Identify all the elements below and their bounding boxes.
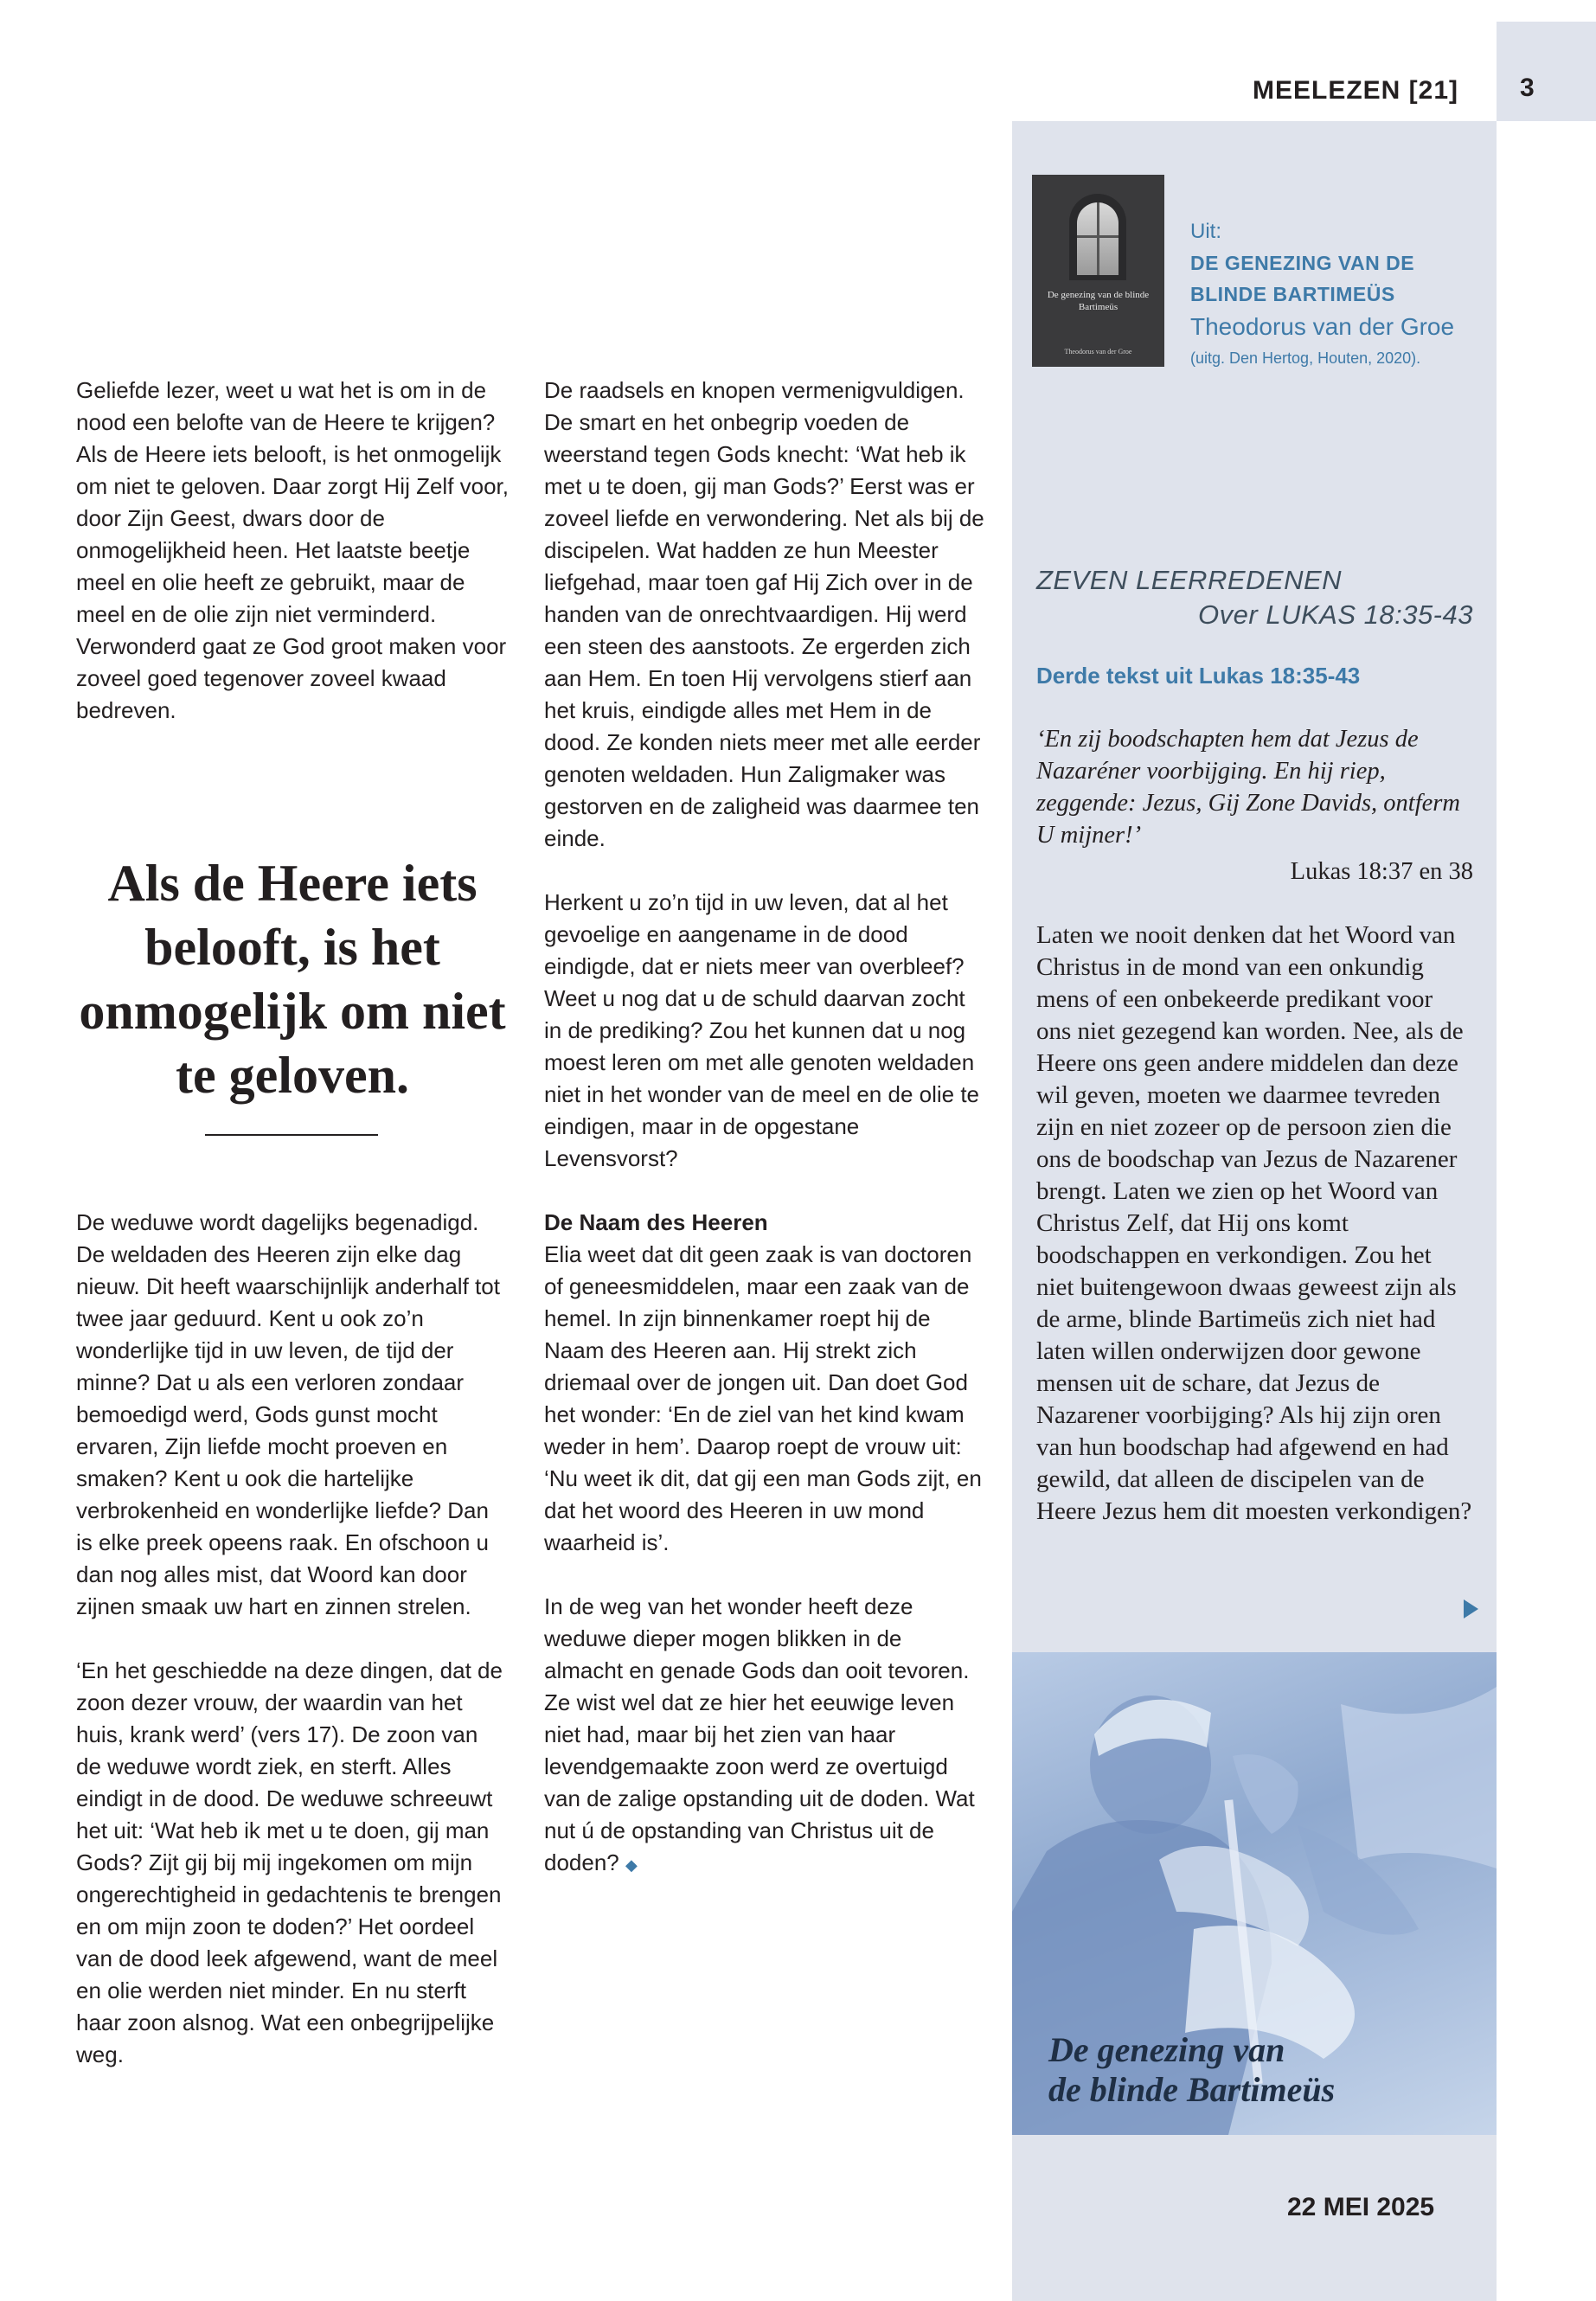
column1-body	[76, 1207, 509, 2103]
column2-paragraph4-wrapper	[544, 1591, 985, 1881]
column2-paragraph2: Herkent u zo’n tijd in uw leven, dat al het gevoelige en aangename in de dood eindigde, dat er niets meer van overbleef? Weet u nog dat u de schuld daarvan zocht in de prediking? Zou het kunnen dat u nog moest leren om met alle genoten weldaden niet in het wonder van de meel en de olie te eindigen, maar in de opgestane Levensvorst?	[544, 889, 980, 1171]
book-cover-image	[1032, 175, 1164, 367]
sidebar-body-text: Laten we nooit denken dat het Woord van Christus in de mond van een onkundig mens of een onbekeerde predikant voor ons niet gezegend kan worden. Nee, als de Heere ons geen andere middelen dan deze wil geven, moeten we daarmee tevreden zijn en niet zozeer op de persoon zien die ons de boodschap van Jezus de Nazarener brengt. Laten we zien op het Woord van Christus Zelf, dat Hij ons komt boodschappen en verkondigen. Zou het niet buitengewoon dwaas geweest zijn als de arme, blinde Bartimeüs zich niet had laten willen onderwijzen door gewone mensen uit de schare, dat Jezus de Nazarener voorbijging? Als hij zijn oren van hun boodschap had afgewend en had gewild, dat alleen de discipelen van de Heere Jezus hem dit moesten verkondigen?	[1036, 921, 1472, 1525]
illustration-caption-line2: de blinde Bartimeüs	[1048, 2070, 1336, 2109]
issue-date: 22 MEI 2025	[1287, 2193, 1435, 2221]
source-author: Theodorus van der Groe	[1190, 313, 1455, 340]
source-title	[1190, 247, 1484, 310]
page-number-tab	[1497, 22, 1596, 121]
source-block	[1190, 216, 1484, 372]
illustration-caption	[1048, 2030, 1335, 2110]
pull-quote: Als de Heere iets belooft, is het onmogelijk om niet te geloven.	[79, 855, 506, 1104]
column2-paragraph4: In de weg van het wonder heeft deze weduwe dieper mogen blikken in de almacht en genade Gods dan ooit tevoren. Ze wist wel dat ze hier het eeuwige leven niet had, maar bij het zien van haar levendgemaakte zoon werd ze overtuigd van de zalige opstanding uit de doden. Wat nut ú de opstanding van Christus uit de doden?	[544, 1593, 975, 1875]
running-head: MEELEZEN [21]	[1253, 76, 1459, 105]
column2-paragraph1: De raadsels en knopen vermenigvuldigen. De smart en het onbegrip voeden de weerstand tegen Gods knecht: ‘Wat heb ik met u te doen, gij man Gods?’ Eerst was er zoveel liefde en verwondering. Net als bij de discipelen. Wat hadden ze hun Meester liefgehad, maar toen gaf Hij Zich over in de handen van de onrechtvaardigen. Hij werd een steen des aanstoots. Ze ergerden zich aan Hem. En toen Hij vervolgens stierf aan het kruis, eindigde alles met Hem in de dood. Ze konden niets meer met alle eerder genoten weldaden. Hun Zaligmaker was gestorven en de zaligheid was daarmee ten einde.	[544, 377, 984, 851]
column2-body	[544, 375, 985, 1913]
page-number: 3	[1520, 74, 1535, 102]
series-subtitle: Over LUKAS 18:35-43	[1198, 599, 1473, 630]
source-title-line1: DE GENEZING VAN DE	[1190, 252, 1415, 274]
text-heading: Derde tekst uit Lukas 18:35-43	[1036, 663, 1361, 689]
illustration-caption-line1: De genezing van	[1048, 2030, 1285, 2069]
end-mark-icon: ◆	[625, 1856, 638, 1874]
column2-subheading: De Naam des Heeren	[544, 1209, 768, 1235]
scripture-quote: ‘En zij boodschapten hem dat Jezus de Nazaréner voorbijging. En hij riep, zeggende: Jezus, Gij Zone Davids, ontferm U mijner!’	[1036, 726, 1460, 849]
triangle-right-icon	[1464, 1599, 1478, 1618]
column2-paragraph3: Elia weet dat dit geen zaak is van doctoren of geneesmiddelen, maar een zaak van de hemel. In zijn binnenkamer roept hij de Naam des Heeren aan. Hij strekt zich driemaal over de jongen uit. Dan doet God het wonder: ‘En de ziel van het kind kwam weder in hem’. Daarop roept de vrouw uit: ‘Nu weet ik dit, dat gij een man Gods zijt, en dat het woord des Heeren in uw mond waarheid is’.	[544, 1241, 982, 1555]
column1-paragraph1: Geliefde lezer, weet u wat het is om in de nood een belofte van de Heere te krijgen? Als de Heere iets belooft, is het onmogelijk om niet te geloven. Daar zorgt Hij Zelf voor, door Zijn Geest, dwars door de onmogelijkheid heen. Het laatste beetje meel en olie heeft ze gebruikt, maar de meel en de olie zijn niet verminderd. Verwonderd gaat ze God groot maken voor zoveel goed tegenover zoveel kwaad bedreven.	[76, 377, 510, 723]
series-title	[1036, 563, 1473, 632]
column1-paragraph2: De weduwe wordt dagelijks begenadigd. De weldaden des Heeren zijn elke dag nieuw. Dit heeft waarschijnlijk anderhalf tot twee jaar geduurd. Kent u ook zo’n wonderlijke tijd in uw leven, de tijd der minne? Dat u als een verloren zondaar bemoedigd werd, Gods gunst mocht ervaren, Zijn liefde mocht proeven en smaken? Kent u ook die hartelijke verbrokenheid en wonderlijke liefde? Dan is elke preek opeens raak. En ofschoon u dan nog alles mist, dat Woord kan door zijnen smaak uw hart en zinnen strelen.	[76, 1209, 500, 1619]
source-title-line2: BLINDE BARTIMEÜS	[1190, 283, 1395, 305]
source-publisher: (uitg. Den Hertog, Houten, 2020).	[1190, 349, 1421, 367]
scripture-reference: Lukas 18:37 en 38	[1290, 858, 1473, 885]
book-cover-author: Theodorus van der Groe	[1064, 348, 1132, 356]
series-title-main: ZEVEN LEERREDENEN	[1036, 565, 1343, 595]
book-cover-title: De genezing van de blinde Bartimeüs	[1047, 290, 1150, 312]
illustration-image	[1012, 1652, 1497, 2135]
pull-quote-divider	[205, 1134, 378, 1136]
column1-paragraph3: ‘En het geschiedde na deze dingen, dat de zoon dezer vrouw, der waardin van het huis, krank werd’ (vers 17). De zoon van de weduwe wordt ziek, en sterft. Alles eindigt in de dood. De weduwe schreeuwt het uit: ‘Wat heb ik met u te doen, gij man Gods? Zijt gij bij mij ingekomen om mijn ongerechtigheid in gedachtenis te brengen en om mijn zoon te doden?’ Het oordeel van de dood leek afgewend, want de meel en olie werden niet minder. En nu sterft haar zoon alsnog. Wat een onbegrijpelijke weg.	[76, 1657, 503, 2067]
source-intro: Uit:	[1190, 220, 1221, 243]
column1-intro	[76, 375, 509, 759]
